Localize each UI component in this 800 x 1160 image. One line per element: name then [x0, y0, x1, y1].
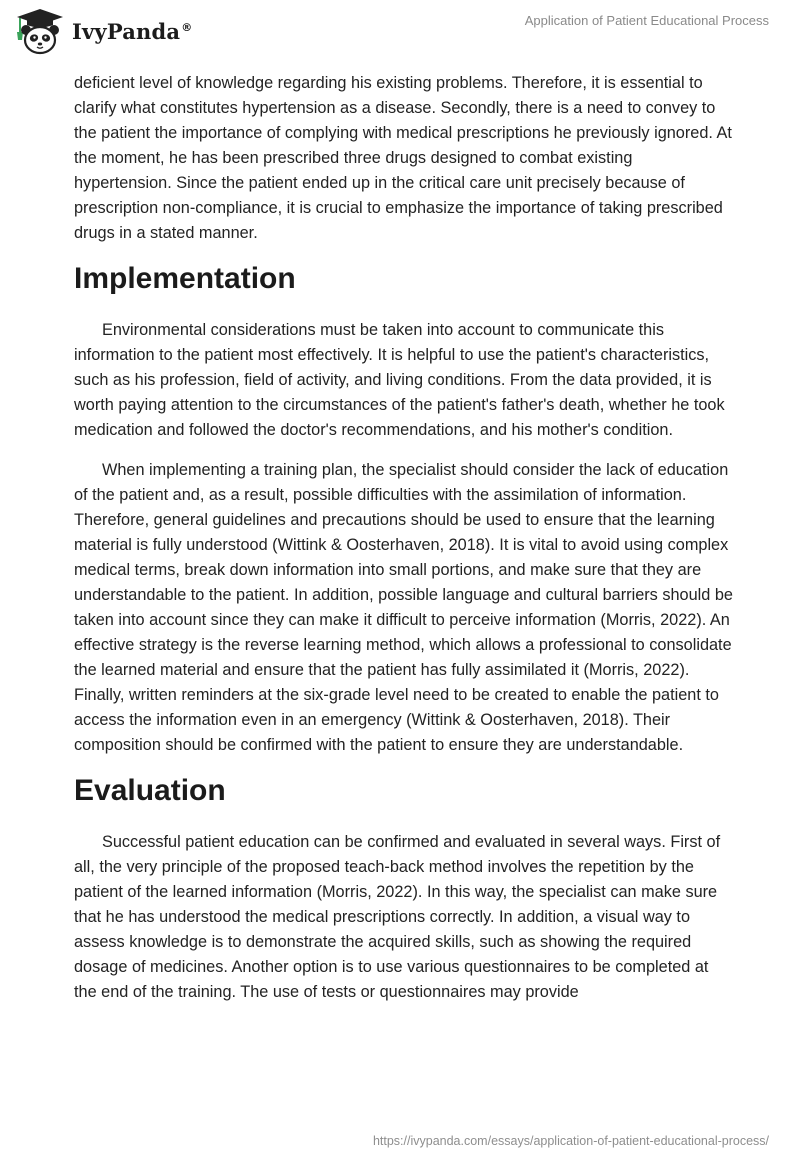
source-url[interactable]: https://ivypanda.com/essays/application-of-patient-educational-process/ — [372, 1134, 769, 1148]
ivypanda-logo[interactable] — [14, 8, 192, 56]
intro-paragraph: deficient level of knowledge regarding his existing problems. Therefore, it is essential to clarify what constitutes hypertension as a disease. Secondly, there is a need to convey to the patient the importance of complying with medical prescriptions he previously ignored. At the moment, he has been prescribed three drugs designed to combat existing hypertension. Since the patient ended up in the critical care unit precisely because of prescription non-compliance, it is crucial to emphasize the importance of taking prescribed drugs in a stated manner. — [74, 74, 732, 242]
implementation-paragraph-2: When implementing a training plan, the specialist should consider the lack of education of the patient and, as a result, possible difficulties with the assimilation of information. Therefore, general guidelines and precautions should be used to ensure that the learning material is fully understood (Wittink & Oosterhaven, 2018). It is vital to avoid using complex medical terms, break down information into small portions, and make sure that they are understandable to the patient. In addition, possible language and cultural barriers should be taken into account since they can make it difficult to perceive information (Morris, 2022). An effective strategy is the reverse learning method, which allows a professional to consolidate the learned material and ensure that the patient has fully assimilated it (Morris, 2022). Finally, written reminders at the six-grade level need to be created to enable the patient to access the information even in an emergency (Wittink & Oosterhaven, 2018). Their composition should be confirmed with the patient to ensure they are understandable. — [74, 461, 733, 754]
evaluation-heading: Evaluation — [74, 774, 226, 807]
implementation-heading: Implementation — [74, 262, 296, 295]
brand-name: IvyPanda® — [72, 18, 193, 44]
panda-graduation-cap-icon — [14, 8, 66, 56]
evaluation-paragraph-1: Successful patient education can be confirmed and evaluated in several ways. First of all, the very principle of the proposed teach-back method involves the repetition by the patient of the learned information (Morris, 2022). In this way, the specialist can make sure that he has understood the medical prescriptions correctly. In addition, a visual way to assess knowledge is to demonstrate the acquired skills, such as showing the required dosage of medicines. Another option is to use various questionnaires to be completed at the end of the training. The use of tests or questionnaires may provide — [74, 833, 721, 1001]
document-title: Application of Patient Educational Process — [524, 13, 769, 28]
implementation-paragraph-1: Environmental considerations must be taken into account to communicate this information to the patient most effectively. It is helpful to use the patient's characteristics, such as his profession, field of activity, and living conditions. From the data provided, it is worth paying attention to the circumstances of the patient's father's death, whether he took medication and followed the doctor's recommendations, and his mother's condition. — [74, 321, 725, 439]
registered-mark: ® — [181, 20, 193, 34]
essay-content — [74, 71, 734, 1020]
page-header — [0, 0, 800, 60]
